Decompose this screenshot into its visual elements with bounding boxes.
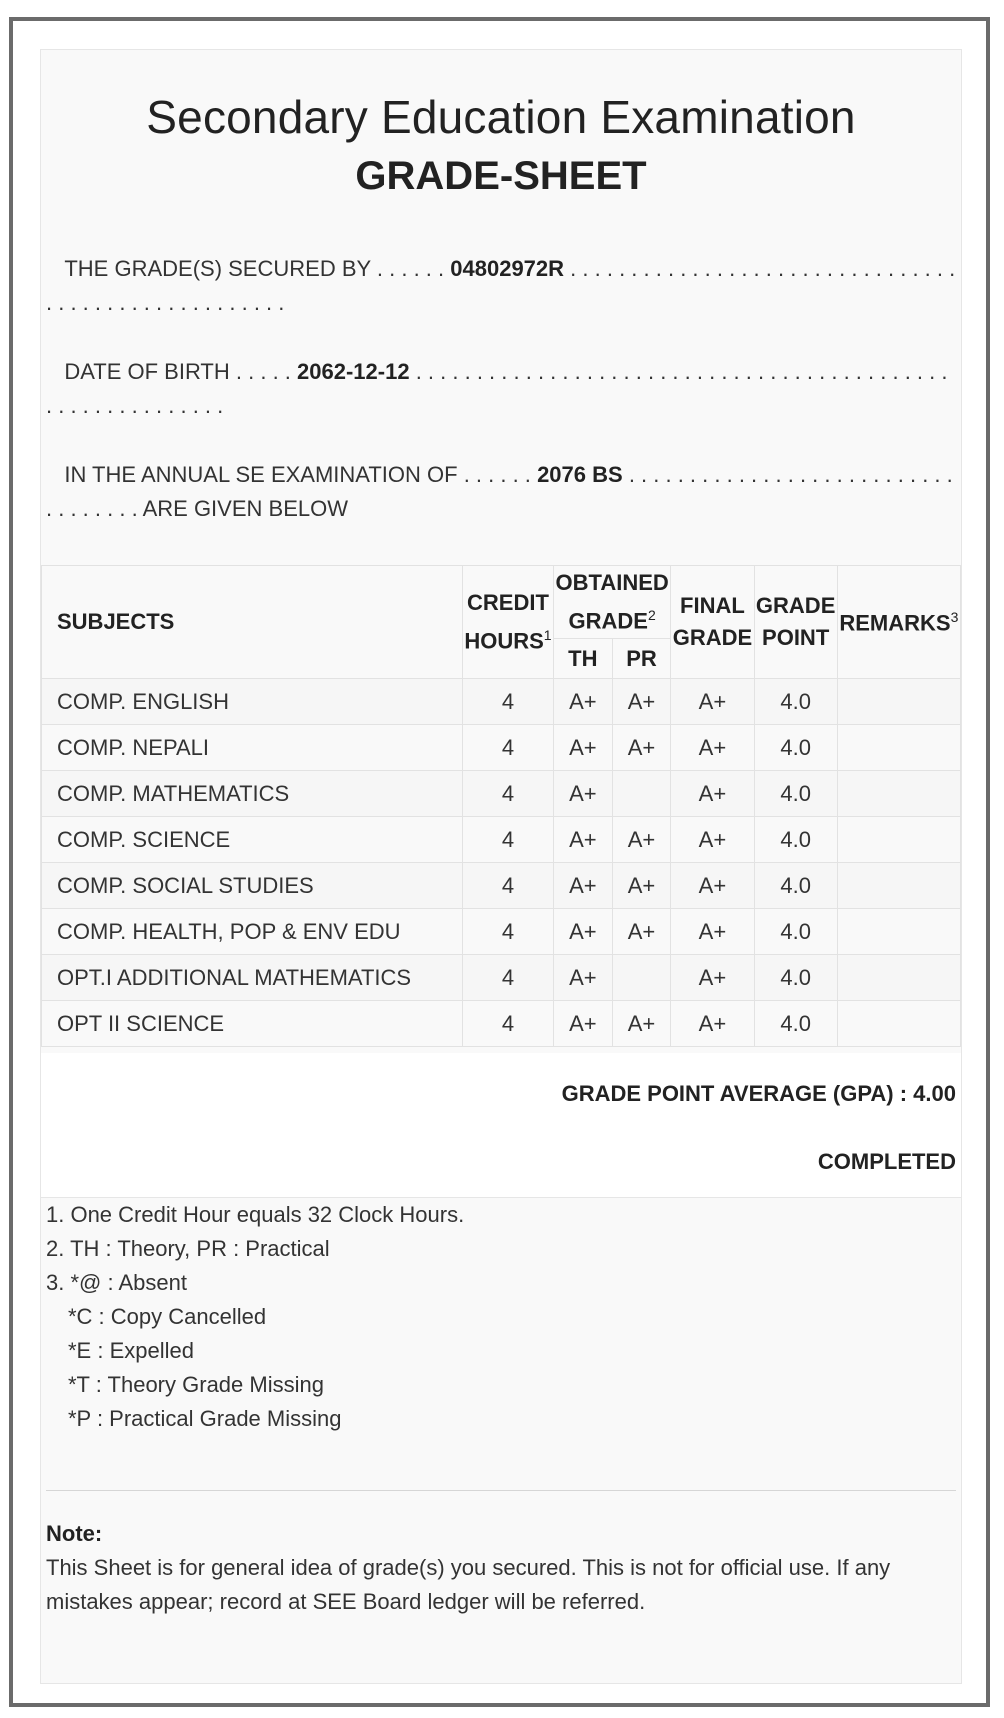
divider (46, 1490, 956, 1491)
subject-cell: OPT.I ADDITIONAL MATHEMATICS (42, 955, 463, 1001)
credit-cell: 4 (462, 955, 553, 1001)
th-grade-cell: A+ (554, 817, 613, 863)
credit-cell: 4 (462, 725, 553, 771)
final-grade-cell: A+ (671, 725, 754, 771)
header-pr: PR (612, 639, 671, 679)
grade-point-cell: 4.0 (754, 1001, 837, 1047)
remarks-cell (837, 817, 960, 863)
footnote-3p: *P : Practical Grade Missing (68, 1406, 342, 1431)
table-row (42, 863, 961, 909)
subject-cell: COMP. MATHEMATICS (42, 771, 463, 817)
header-grade-point: GRADE POINT (754, 566, 837, 679)
th-grade-cell: A+ (554, 771, 613, 817)
grade-sheet (40, 49, 962, 1684)
dob-line: DATE OF BIRTH . . . . . 2062-12-12 . . . . . . . . . . . . . . . . . . . . . . . . . . . . . . . . . . . . . . . . . . . . . . . . . . . . . . . . . . . (46, 359, 948, 418)
th-grade-cell: A+ (554, 863, 613, 909)
th-grade-cell: A+ (554, 909, 613, 955)
credit-cell: 4 (462, 771, 553, 817)
summary-section (41, 1053, 961, 1198)
subject-cell: COMP. HEALTH, POP & ENV EDU (42, 909, 463, 955)
credit-cell: 4 (462, 863, 553, 909)
pr-grade-cell (612, 771, 671, 817)
grade-point-cell: 4.0 (754, 863, 837, 909)
pr-grade-cell: A+ (612, 679, 671, 725)
final-grade-cell: A+ (671, 817, 754, 863)
credit-cell: 4 (462, 679, 553, 725)
result-status: COMPLETED (817, 1149, 956, 1174)
given-below: ARE GIVEN BELOW (142, 496, 348, 521)
grade-point-cell: 4.0 (754, 679, 837, 725)
table-row (42, 817, 961, 863)
gpa-summary: GRADE POINT AVERAGE (GPA) : 4.00 (561, 1081, 956, 1106)
header-subjects: SUBJECTS (42, 566, 463, 679)
dob-label: DATE OF BIRTH (64, 359, 230, 384)
secured-by-label: THE GRADE(S) SECURED BY (64, 256, 371, 281)
note-section (46, 1517, 956, 1619)
grade-point-cell: 4.0 (754, 771, 837, 817)
subject-cell: OPT II SCIENCE (42, 1001, 463, 1047)
grade-point-cell: 4.0 (754, 725, 837, 771)
footnotes (46, 1198, 464, 1436)
exam-title: Secondary Education Examination (146, 91, 856, 143)
final-grade-cell: A+ (671, 679, 754, 725)
final-grade-cell: A+ (671, 771, 754, 817)
header-th: TH (554, 639, 613, 679)
pr-grade-cell: A+ (612, 909, 671, 955)
pr-grade-cell: A+ (612, 1001, 671, 1047)
remarks-cell (837, 955, 960, 1001)
final-grade-cell: A+ (671, 863, 754, 909)
symbol-number: 04802972R (450, 256, 565, 281)
sheet-title: GRADE-SHEET (355, 154, 647, 198)
footnote-1: 1. One Credit Hour equals 32 Clock Hours. (46, 1202, 465, 1227)
exam-line: IN THE ANNUAL SE EXAMINATION OF . . . . . . 2076 BS . . . . . . . . . . . . . . . . . . . . . . . . . . . . . . . . . . . ARE GIVEN BELOW (46, 462, 953, 521)
grade-point-cell: 4.0 (754, 955, 837, 1001)
table-row (42, 771, 961, 817)
subject-cell: COMP. SOCIAL STUDIES (42, 863, 463, 909)
footnote-3t: *T : Theory Grade Missing (68, 1372, 324, 1397)
exam-label: IN THE ANNUAL SE EXAMINATION OF (64, 462, 458, 487)
header-obtained-grade: OBTAINED GRADE$^2$ (554, 566, 671, 639)
footnote-3e: *E : Expelled (68, 1338, 194, 1363)
th-grade-cell: A+ (554, 725, 613, 771)
remarks-cell (837, 679, 960, 725)
credit-cell: 4 (462, 817, 553, 863)
note-text: This Sheet is for general idea of grade(s) you secured. This is not for official use. If any mistakes appear; record at SEE Board ledger will be referred. (46, 1555, 891, 1614)
table-row (42, 679, 961, 725)
pr-grade-cell: A+ (612, 725, 671, 771)
final-grade-cell: A+ (671, 955, 754, 1001)
grades-table (41, 565, 961, 1047)
remarks-cell (837, 1001, 960, 1047)
header-credit-hours: CREDIT HOURS$^1$ (462, 566, 553, 679)
credit-cell: 4 (462, 909, 553, 955)
table-row (42, 955, 961, 1001)
th-grade-cell: A+ (554, 955, 613, 1001)
grade-point-cell: 4.0 (754, 909, 837, 955)
grade-point-cell: 4.0 (754, 817, 837, 863)
exam-year: 2076 BS (537, 462, 623, 487)
date-of-birth: 2062-12-12 (297, 359, 410, 384)
final-grade-cell: A+ (671, 909, 754, 955)
footnote-2: 2. TH : Theory, PR : Practical (46, 1236, 330, 1261)
pr-grade-cell: A+ (612, 817, 671, 863)
pr-grade-cell: A+ (612, 863, 671, 909)
remarks-cell (837, 725, 960, 771)
subject-cell: COMP. ENGLISH (42, 679, 463, 725)
remarks-cell (837, 771, 960, 817)
footnote-3c: *C : Copy Cancelled (68, 1304, 267, 1329)
credit-cell: 4 (462, 1001, 553, 1047)
header-remarks: REMARKS$^3$ (837, 566, 960, 679)
subject-cell: COMP. SCIENCE (42, 817, 463, 863)
footnote-3: 3. *@ : Absent (46, 1270, 187, 1295)
table-row (42, 725, 961, 771)
header-final-grade: FINAL GRADE (671, 566, 754, 679)
subject-cell: COMP. NEPALI (42, 725, 463, 771)
th-grade-cell: A+ (554, 679, 613, 725)
secured-by-line: THE GRADE(S) SECURED BY . . . . . . 04802972R . . . . . . . . . . . . . . . . . . . . . . . . . . . . . . . . . . . . . . . . . . . . . . . . . . . . (46, 256, 956, 315)
remarks-cell (837, 909, 960, 955)
th-grade-cell: A+ (554, 1001, 613, 1047)
final-grade-cell: A+ (671, 1001, 754, 1047)
table-row (42, 909, 961, 955)
pr-grade-cell (612, 955, 671, 1001)
note-heading: Note: (46, 1521, 103, 1546)
remarks-cell (837, 863, 960, 909)
table-row (42, 1001, 961, 1047)
